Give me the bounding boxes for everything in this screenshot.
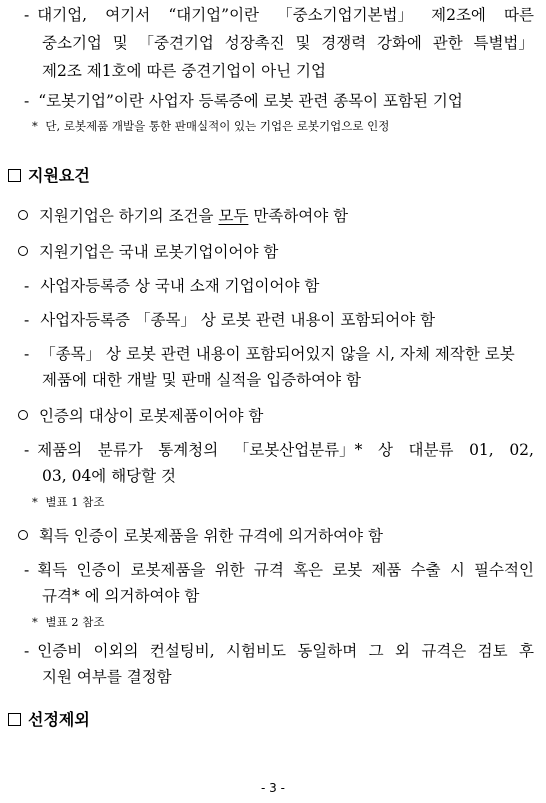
req-text: 규격* 에 의거하여야 함 xyxy=(42,587,200,605)
dash-bullet: - xyxy=(24,561,30,579)
word: 규격 xyxy=(253,561,284,579)
req-text xyxy=(37,440,534,460)
word: 로봇제품을 xyxy=(130,561,206,579)
req-text xyxy=(39,207,348,225)
word: “대기업”이란 xyxy=(168,6,260,24)
req-dash-3-cont xyxy=(42,370,361,390)
word: 이외의 xyxy=(93,642,139,660)
word: 제2조에 xyxy=(431,6,486,24)
word: 및 xyxy=(112,34,128,52)
word: 로봇 xyxy=(332,561,363,579)
req-text: 인증의 대상이 로봇제품이어야 함 xyxy=(38,407,264,425)
intro-text-body: 제2조 제1호에 따른 중견기업이 아닌 기업 xyxy=(42,62,326,80)
word: 수출 xyxy=(410,561,441,579)
word: 시 xyxy=(449,561,465,579)
section-heading-exclusion xyxy=(8,710,90,730)
word: 필수적인 xyxy=(474,561,534,579)
word: 경쟁력 xyxy=(321,34,367,52)
req-text-underlined: 모두 xyxy=(218,207,249,225)
req-text xyxy=(37,560,534,580)
word: 시험비도 xyxy=(226,642,286,660)
dash-bullet: - xyxy=(24,642,30,660)
word: 중소기업 xyxy=(42,34,102,52)
circle-bullet-icon xyxy=(18,210,28,220)
checkbox-square-icon xyxy=(8,713,21,726)
checkbox-square-icon xyxy=(8,169,21,182)
req-text-post: 만족하여야 함 xyxy=(248,207,349,225)
intro-line-1 xyxy=(24,5,534,25)
req-text: 제품에 대한 개발 및 판매 실적을 입증하여야 함 xyxy=(42,371,361,389)
word: 위한 xyxy=(214,561,245,579)
section-title: 지원요건 xyxy=(28,166,90,185)
req-text: 사업자등록증 상 국내 소재 기업이어야 함 xyxy=(40,277,320,295)
word: 대기업, xyxy=(37,6,88,24)
req-text: 지원 여부를 결정함 xyxy=(42,668,172,686)
note-text: 단, 로봇제품 개발을 통한 판매실적이 있는 기업은 로봇기업으로 인정 xyxy=(45,119,390,133)
req-text: 03, 04에 해당할 것 xyxy=(42,467,177,485)
dash-bullet: - xyxy=(24,345,30,363)
req-circle-4 xyxy=(18,526,383,546)
req-dash-5 xyxy=(24,560,534,580)
word: 인증이 xyxy=(76,561,122,579)
word: 통계청의 xyxy=(158,441,219,459)
dash-bullet: - xyxy=(24,311,30,329)
intro-text-body: “로봇기업”이란 사업자 등록증에 로봇 관련 종목이 포함된 기업 xyxy=(38,92,463,110)
word: 「중소기업기본법」 xyxy=(277,6,413,24)
word: 획득 xyxy=(37,561,68,579)
note-text: 별표 1 참조 xyxy=(45,495,105,509)
req-dash-3 xyxy=(24,344,515,364)
word: 「로봇산업분류」* xyxy=(233,441,363,459)
word: 01, xyxy=(469,441,494,459)
word: 제품의 xyxy=(37,441,83,459)
asterisk-mark: * xyxy=(32,495,38,509)
req-text-pre: 지원기업은 하기의 조건을 xyxy=(38,207,219,225)
word: 검토 xyxy=(477,642,508,660)
req-dash-4 xyxy=(24,440,534,460)
note-text: 별표 2 참조 xyxy=(45,615,105,629)
word: 따른 xyxy=(504,6,534,24)
req-dash-2 xyxy=(24,310,435,330)
section-title: 선정제외 xyxy=(28,710,90,729)
word: 관한 xyxy=(432,34,463,52)
req-circle-2 xyxy=(18,242,278,262)
note-line-3 xyxy=(32,612,104,632)
word: 특별법」 xyxy=(473,34,534,52)
word: 인증비 xyxy=(37,642,83,660)
req-dash-6 xyxy=(24,641,534,661)
req-text xyxy=(37,641,534,661)
word: 및 xyxy=(295,34,311,52)
intro-line-3 xyxy=(42,61,326,81)
intro-line-2 xyxy=(42,33,534,53)
circle-bullet-icon xyxy=(18,246,28,256)
req-circle-1 xyxy=(18,206,348,226)
req-dash-1 xyxy=(24,276,319,296)
asterisk-mark: * xyxy=(32,615,38,629)
req-text: 「종목」 상 로봇 관련 내용이 포함되어있지 않을 시, 자체 제작한 로봇 xyxy=(40,345,515,363)
circle-bullet-icon xyxy=(18,530,28,540)
word: 강화에 xyxy=(376,34,422,52)
word: 「중견기업 xyxy=(138,34,214,52)
word: 혹은 xyxy=(293,561,324,579)
word: 후 xyxy=(518,642,534,660)
word: 규격은 xyxy=(421,642,467,660)
req-dash-4-cont xyxy=(42,466,176,486)
word: 상 xyxy=(377,441,393,459)
intro-text xyxy=(37,5,534,25)
req-text: 지원기업은 국내 로봇기업이어야 함 xyxy=(38,243,279,261)
req-text: 사업자등록증 「종목」 상 로봇 관련 내용이 포함되어야 함 xyxy=(40,311,436,329)
word: 외 xyxy=(394,642,410,660)
dash-bullet: - xyxy=(24,6,30,24)
req-dash-5-cont xyxy=(42,586,199,606)
word: 성장촉진 xyxy=(224,34,285,52)
word: 대분류 xyxy=(408,441,454,459)
word: 여기서 xyxy=(105,6,151,24)
word: 02, xyxy=(509,441,534,459)
dash-bullet: - xyxy=(24,441,30,459)
word: 컨설팅비, xyxy=(149,642,215,660)
dash-bullet: - xyxy=(24,277,30,295)
word: 분류가 xyxy=(97,441,143,459)
dash-bullet: - xyxy=(24,92,30,110)
circle-bullet-icon xyxy=(18,410,28,420)
note-line-2 xyxy=(32,492,104,512)
section-heading-requirements xyxy=(8,166,90,186)
req-text: 획득 인증이 로봇제품을 위한 규격에 의거하여야 함 xyxy=(38,527,383,545)
intro-line-4 xyxy=(24,91,463,111)
word: 동일하며 xyxy=(297,642,358,660)
req-circle-3 xyxy=(18,406,263,426)
note-line-1 xyxy=(32,116,389,136)
word: 제품 xyxy=(371,561,402,579)
req-dash-6-cont xyxy=(42,667,172,687)
word: 그 xyxy=(368,642,384,660)
asterisk-mark: * xyxy=(32,119,38,133)
page-number: - 3 - xyxy=(261,781,285,795)
